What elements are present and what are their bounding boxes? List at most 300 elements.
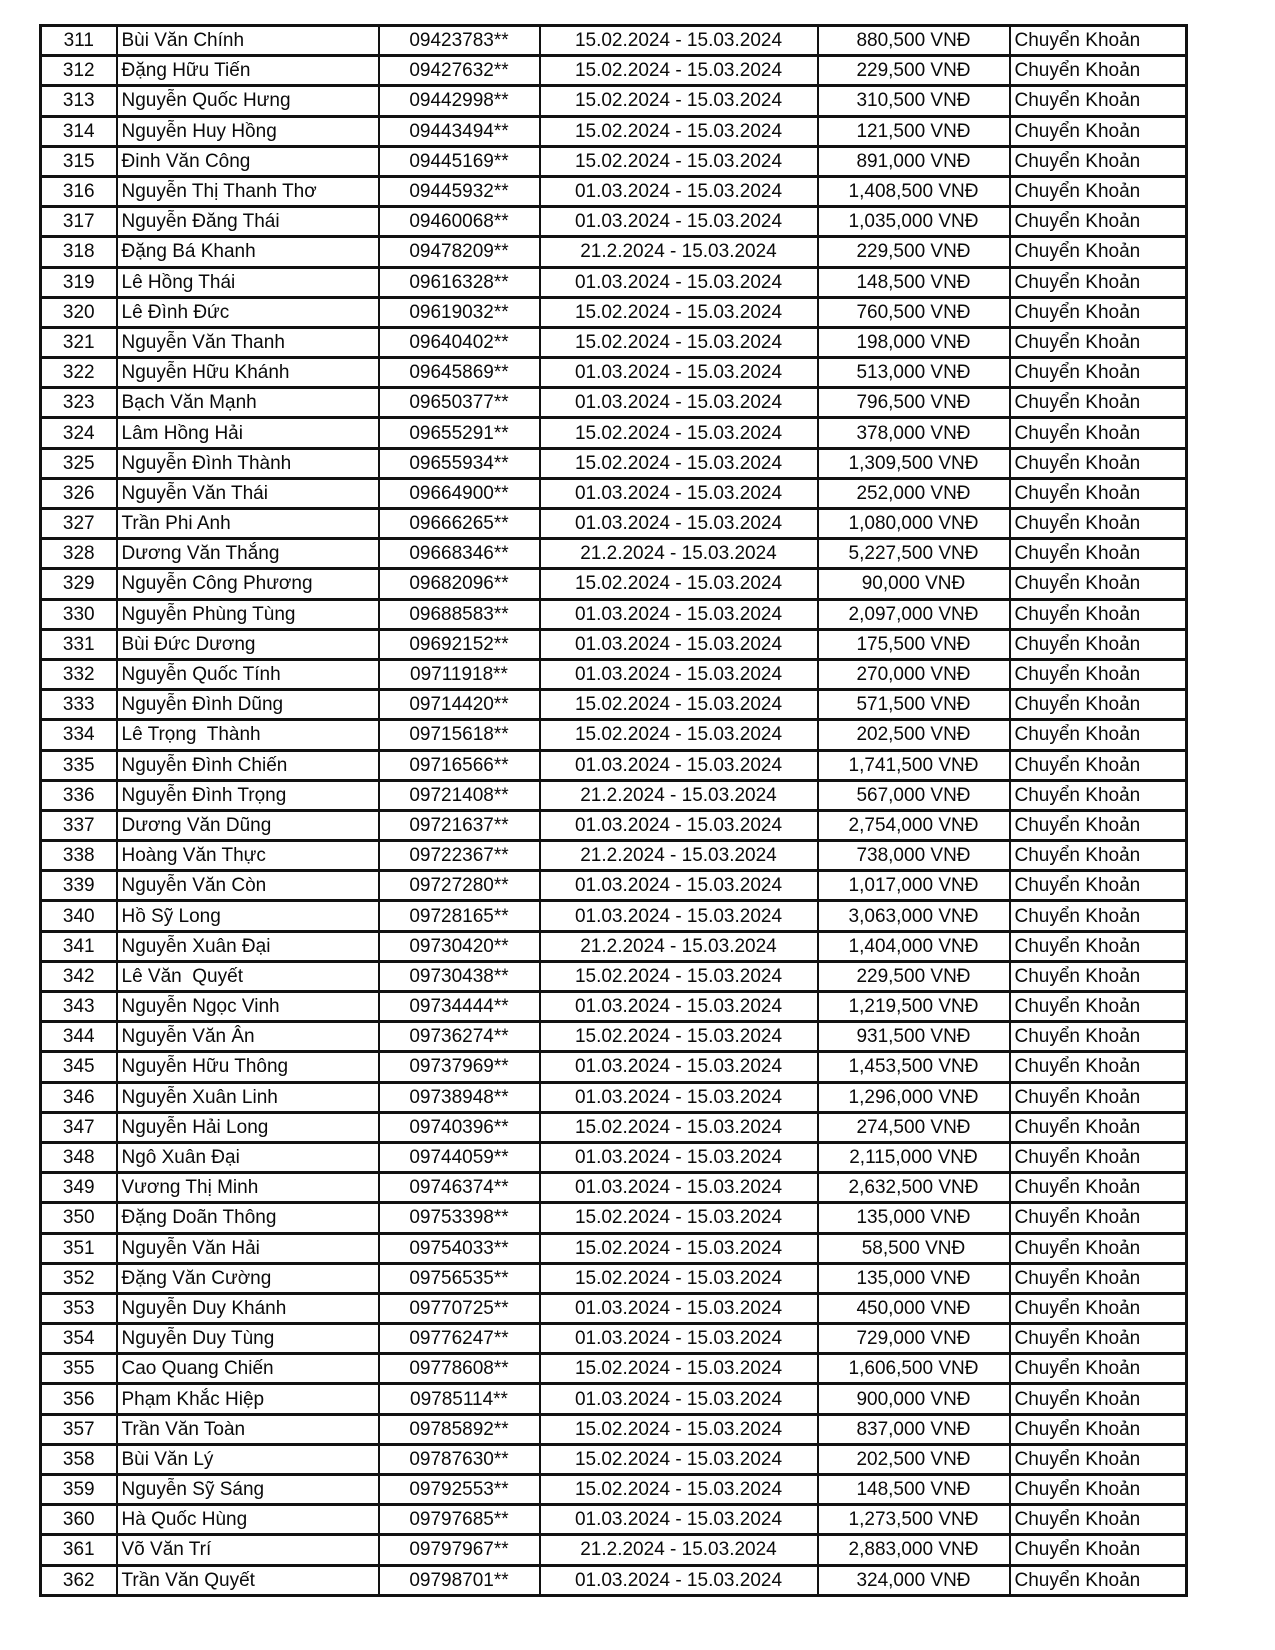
payment-table-body	[41, 26, 1187, 1596]
date-range-cell: 15.02.2024 - 15.03.2024	[540, 448, 818, 478]
amount-cell: 58,500 VNĐ	[818, 1233, 1010, 1263]
amount-cell: 1,741,500 VNĐ	[818, 750, 1010, 780]
payment-row	[41, 478, 1187, 508]
payment-row	[41, 629, 1187, 659]
payee-name-cell: Nguyễn Công Phương	[117, 569, 379, 599]
payment-row	[41, 1052, 1187, 1082]
payee-name-cell: Vương Thị Minh	[117, 1173, 379, 1203]
payment-method-cell: Chuyển Khoản	[1010, 1535, 1187, 1565]
amount-cell: 760,500 VNĐ	[818, 297, 1010, 327]
payment-row	[41, 1082, 1187, 1112]
amount-cell: 270,000 VNĐ	[818, 659, 1010, 689]
payment-method-cell: Chuyển Khoản	[1010, 841, 1187, 871]
payment-method-cell: Chuyển Khoản	[1010, 1384, 1187, 1414]
amount-cell: 202,500 VNĐ	[818, 720, 1010, 750]
payment-method-cell: Chuyển Khoản	[1010, 1263, 1187, 1293]
phone-number-cell: 09785892**	[379, 1414, 540, 1444]
payment-row	[41, 599, 1187, 629]
payment-row	[41, 1112, 1187, 1142]
phone-number-cell: 09797685**	[379, 1505, 540, 1535]
row-number-cell: 324	[41, 418, 117, 448]
row-number-cell: 316	[41, 176, 117, 206]
row-number-cell: 341	[41, 931, 117, 961]
phone-number-cell: 09722367**	[379, 841, 540, 871]
date-range-cell: 15.02.2024 - 15.03.2024	[540, 86, 818, 116]
payee-name-cell: Nguyễn Duy Khánh	[117, 1293, 379, 1323]
amount-cell: 135,000 VNĐ	[818, 1203, 1010, 1233]
row-number-cell: 332	[41, 659, 117, 689]
payment-row	[41, 86, 1187, 116]
payment-method-cell: Chuyển Khoản	[1010, 569, 1187, 599]
phone-number-cell: 09730420**	[379, 931, 540, 961]
phone-number-cell: 09736274**	[379, 1022, 540, 1052]
date-range-cell: 01.03.2024 - 15.03.2024	[540, 207, 818, 237]
payee-name-cell: Nguyễn Đình Chiến	[117, 750, 379, 780]
payee-name-cell: Nguyễn Văn Hải	[117, 1233, 379, 1263]
payee-name-cell: Lê Trọng Thành	[117, 720, 379, 750]
payee-name-cell: Nguyễn Duy Tùng	[117, 1324, 379, 1354]
amount-cell: 1,273,500 VNĐ	[818, 1505, 1010, 1535]
payment-method-cell: Chuyển Khoản	[1010, 780, 1187, 810]
payment-row	[41, 931, 1187, 961]
date-range-cell: 01.03.2024 - 15.03.2024	[540, 358, 818, 388]
amount-cell: 148,500 VNĐ	[818, 1475, 1010, 1505]
payment-method-cell: Chuyển Khoản	[1010, 478, 1187, 508]
row-number-cell: 361	[41, 1535, 117, 1565]
phone-number-cell: 09770725**	[379, 1293, 540, 1323]
payment-row	[41, 1384, 1187, 1414]
phone-number-cell: 09650377**	[379, 388, 540, 418]
date-range-cell: 01.03.2024 - 15.03.2024	[540, 1142, 818, 1172]
date-range-cell: 21.2.2024 - 15.03.2024	[540, 539, 818, 569]
payment-method-cell: Chuyển Khoản	[1010, 720, 1187, 750]
amount-cell: 1,606,500 VNĐ	[818, 1354, 1010, 1384]
date-range-cell: 15.02.2024 - 15.03.2024	[540, 1022, 818, 1052]
row-number-cell: 344	[41, 1022, 117, 1052]
row-number-cell: 333	[41, 690, 117, 720]
payee-name-cell: Dương Văn Dũng	[117, 810, 379, 840]
row-number-cell: 311	[41, 26, 117, 56]
row-number-cell: 321	[41, 327, 117, 357]
payee-name-cell: Nguyễn Ngọc Vinh	[117, 992, 379, 1022]
payment-method-cell: Chuyển Khoản	[1010, 599, 1187, 629]
payment-method-cell: Chuyển Khoản	[1010, 1475, 1187, 1505]
payment-row	[41, 26, 1187, 56]
row-number-cell: 346	[41, 1082, 117, 1112]
payee-name-cell: Hồ Sỹ Long	[117, 901, 379, 931]
date-range-cell: 01.03.2024 - 15.03.2024	[540, 992, 818, 1022]
payment-row	[41, 1173, 1187, 1203]
date-range-cell: 01.03.2024 - 15.03.2024	[540, 176, 818, 206]
payee-name-cell: Trần Phi Anh	[117, 509, 379, 539]
phone-number-cell: 09640402**	[379, 327, 540, 357]
phone-number-cell: 09445169**	[379, 146, 540, 176]
amount-cell: 229,500 VNĐ	[818, 56, 1010, 86]
date-range-cell: 15.02.2024 - 15.03.2024	[540, 1414, 818, 1444]
payment-row	[41, 1293, 1187, 1323]
amount-cell: 931,500 VNĐ	[818, 1022, 1010, 1052]
row-number-cell: 313	[41, 86, 117, 116]
payment-row	[41, 569, 1187, 599]
date-range-cell: 01.03.2024 - 15.03.2024	[540, 1565, 818, 1595]
payee-name-cell: Bùi Văn Chính	[117, 26, 379, 56]
payee-name-cell: Dương Văn Thắng	[117, 539, 379, 569]
amount-cell: 738,000 VNĐ	[818, 841, 1010, 871]
date-range-cell: 15.02.2024 - 15.03.2024	[540, 1112, 818, 1142]
amount-cell: 229,500 VNĐ	[818, 237, 1010, 267]
payee-name-cell: Đặng Hữu Tiến	[117, 56, 379, 86]
phone-number-cell: 09792553**	[379, 1475, 540, 1505]
date-range-cell: 01.03.2024 - 15.03.2024	[540, 388, 818, 418]
amount-cell: 3,063,000 VNĐ	[818, 901, 1010, 931]
date-range-cell: 15.02.2024 - 15.03.2024	[540, 961, 818, 991]
payment-method-cell: Chuyển Khoản	[1010, 901, 1187, 931]
date-range-cell: 21.2.2024 - 15.03.2024	[540, 1535, 818, 1565]
phone-number-cell: 09716566**	[379, 750, 540, 780]
payment-method-cell: Chuyển Khoản	[1010, 146, 1187, 176]
date-range-cell: 15.02.2024 - 15.03.2024	[540, 1263, 818, 1293]
amount-cell: 274,500 VNĐ	[818, 1112, 1010, 1142]
payment-row	[41, 509, 1187, 539]
date-range-cell: 01.03.2024 - 15.03.2024	[540, 810, 818, 840]
row-number-cell: 337	[41, 810, 117, 840]
amount-cell: 1,309,500 VNĐ	[818, 448, 1010, 478]
payee-name-cell: Đinh Văn Công	[117, 146, 379, 176]
amount-cell: 5,227,500 VNĐ	[818, 539, 1010, 569]
payment-row	[41, 841, 1187, 871]
date-range-cell: 15.02.2024 - 15.03.2024	[540, 1475, 818, 1505]
row-number-cell: 312	[41, 56, 117, 86]
amount-cell: 2,754,000 VNĐ	[818, 810, 1010, 840]
row-number-cell: 319	[41, 267, 117, 297]
date-range-cell: 15.02.2024 - 15.03.2024	[540, 1444, 818, 1474]
payment-method-cell: Chuyển Khoản	[1010, 750, 1187, 780]
date-range-cell: 01.03.2024 - 15.03.2024	[540, 750, 818, 780]
payment-method-cell: Chuyển Khoản	[1010, 1233, 1187, 1263]
payee-name-cell: Nguyễn Đình Thành	[117, 448, 379, 478]
row-number-cell: 354	[41, 1324, 117, 1354]
date-range-cell: 15.02.2024 - 15.03.2024	[540, 327, 818, 357]
phone-number-cell: 09776247**	[379, 1324, 540, 1354]
phone-number-cell: 09727280**	[379, 871, 540, 901]
amount-cell: 1,296,000 VNĐ	[818, 1082, 1010, 1112]
payee-name-cell: Nguyễn Quốc Hưng	[117, 86, 379, 116]
date-range-cell: 01.03.2024 - 15.03.2024	[540, 1384, 818, 1414]
phone-number-cell: 09715618**	[379, 720, 540, 750]
payment-row	[41, 56, 1187, 86]
phone-number-cell: 09460068**	[379, 207, 540, 237]
row-number-cell: 330	[41, 599, 117, 629]
amount-cell: 729,000 VNĐ	[818, 1324, 1010, 1354]
payment-row	[41, 1233, 1187, 1263]
payee-name-cell: Nguyễn Xuân Đại	[117, 931, 379, 961]
phone-number-cell: 09778608**	[379, 1354, 540, 1384]
payee-name-cell: Nguyễn Xuân Linh	[117, 1082, 379, 1112]
date-range-cell: 01.03.2024 - 15.03.2024	[540, 509, 818, 539]
payment-row	[41, 659, 1187, 689]
row-number-cell: 327	[41, 509, 117, 539]
phone-number-cell: 09666265**	[379, 509, 540, 539]
amount-cell: 1,035,000 VNĐ	[818, 207, 1010, 237]
payment-row	[41, 1414, 1187, 1444]
payment-method-cell: Chuyển Khoản	[1010, 1082, 1187, 1112]
payment-row	[41, 388, 1187, 418]
date-range-cell: 01.03.2024 - 15.03.2024	[540, 1293, 818, 1323]
payment-method-cell: Chuyển Khoản	[1010, 931, 1187, 961]
payee-name-cell: Bùi Văn Lý	[117, 1444, 379, 1474]
row-number-cell: 358	[41, 1444, 117, 1474]
payee-name-cell: Cao Quang Chiến	[117, 1354, 379, 1384]
amount-cell: 2,883,000 VNĐ	[818, 1535, 1010, 1565]
row-number-cell: 334	[41, 720, 117, 750]
phone-number-cell: 09785114**	[379, 1384, 540, 1414]
payment-row	[41, 297, 1187, 327]
payment-method-cell: Chuyển Khoản	[1010, 690, 1187, 720]
date-range-cell: 01.03.2024 - 15.03.2024	[540, 659, 818, 689]
row-number-cell: 328	[41, 539, 117, 569]
date-range-cell: 15.02.2024 - 15.03.2024	[540, 418, 818, 448]
payee-name-cell: Võ Văn Trí	[117, 1535, 379, 1565]
date-range-cell: 01.03.2024 - 15.03.2024	[540, 629, 818, 659]
date-range-cell: 15.02.2024 - 15.03.2024	[540, 569, 818, 599]
phone-number-cell: 09787630**	[379, 1444, 540, 1474]
row-number-cell: 350	[41, 1203, 117, 1233]
date-range-cell: 15.02.2024 - 15.03.2024	[540, 26, 818, 56]
amount-cell: 324,000 VNĐ	[818, 1565, 1010, 1595]
phone-number-cell: 09798701**	[379, 1565, 540, 1595]
row-number-cell: 351	[41, 1233, 117, 1263]
payment-row	[41, 237, 1187, 267]
payment-method-cell: Chuyển Khoản	[1010, 237, 1187, 267]
row-number-cell: 320	[41, 297, 117, 327]
amount-cell: 450,000 VNĐ	[818, 1293, 1010, 1323]
phone-number-cell: 09740396**	[379, 1112, 540, 1142]
payment-row	[41, 901, 1187, 931]
amount-cell: 135,000 VNĐ	[818, 1263, 1010, 1293]
payment-row	[41, 1444, 1187, 1474]
row-number-cell: 340	[41, 901, 117, 931]
payment-method-cell: Chuyển Khoản	[1010, 327, 1187, 357]
phone-number-cell: 09664900**	[379, 478, 540, 508]
phone-number-cell: 09682096**	[379, 569, 540, 599]
row-number-cell: 356	[41, 1384, 117, 1414]
payment-row	[41, 1535, 1187, 1565]
row-number-cell: 329	[41, 569, 117, 599]
row-number-cell: 318	[41, 237, 117, 267]
payee-name-cell: Trần Văn Quyết	[117, 1565, 379, 1595]
date-range-cell: 15.02.2024 - 15.03.2024	[540, 116, 818, 146]
row-number-cell: 326	[41, 478, 117, 508]
date-range-cell: 15.02.2024 - 15.03.2024	[540, 146, 818, 176]
row-number-cell: 362	[41, 1565, 117, 1595]
phone-number-cell: 09711918**	[379, 659, 540, 689]
payment-method-cell: Chuyển Khoản	[1010, 1173, 1187, 1203]
payment-method-cell: Chuyển Khoản	[1010, 1112, 1187, 1142]
date-range-cell: 01.03.2024 - 15.03.2024	[540, 267, 818, 297]
row-number-cell: 325	[41, 448, 117, 478]
phone-number-cell: 09616328**	[379, 267, 540, 297]
payee-name-cell: Phạm Khắc Hiệp	[117, 1384, 379, 1414]
phone-number-cell: 09423783**	[379, 26, 540, 56]
payment-method-cell: Chuyển Khoản	[1010, 1022, 1187, 1052]
date-range-cell: 01.03.2024 - 15.03.2024	[540, 1324, 818, 1354]
date-range-cell: 15.02.2024 - 15.03.2024	[540, 720, 818, 750]
phone-number-cell: 09744059**	[379, 1142, 540, 1172]
payee-name-cell: Đặng Doãn Thông	[117, 1203, 379, 1233]
date-range-cell: 01.03.2024 - 15.03.2024	[540, 1052, 818, 1082]
amount-cell: 880,500 VNĐ	[818, 26, 1010, 56]
row-number-cell: 338	[41, 841, 117, 871]
date-range-cell: 01.03.2024 - 15.03.2024	[540, 478, 818, 508]
payee-name-cell: Nguyễn Đình Trọng	[117, 780, 379, 810]
phone-number-cell: 09668346**	[379, 539, 540, 569]
row-number-cell: 339	[41, 871, 117, 901]
payment-row	[41, 207, 1187, 237]
amount-cell: 148,500 VNĐ	[818, 267, 1010, 297]
row-number-cell: 322	[41, 358, 117, 388]
payee-name-cell: Lê Hồng Thái	[117, 267, 379, 297]
amount-cell: 571,500 VNĐ	[818, 690, 1010, 720]
phone-number-cell: 09753398**	[379, 1203, 540, 1233]
payee-name-cell: Đặng Văn Cường	[117, 1263, 379, 1293]
phone-number-cell: 09738948**	[379, 1082, 540, 1112]
payee-name-cell: Hà Quốc Hùng	[117, 1505, 379, 1535]
date-range-cell: 15.02.2024 - 15.03.2024	[540, 297, 818, 327]
row-number-cell: 359	[41, 1475, 117, 1505]
date-range-cell: 01.03.2024 - 15.03.2024	[540, 1505, 818, 1535]
amount-cell: 796,500 VNĐ	[818, 388, 1010, 418]
payee-name-cell: Bạch Văn Mạnh	[117, 388, 379, 418]
payee-name-cell: Ngô Xuân Đại	[117, 1142, 379, 1172]
phone-number-cell: 09445932**	[379, 176, 540, 206]
amount-cell: 90,000 VNĐ	[818, 569, 1010, 599]
payment-method-cell: Chuyển Khoản	[1010, 659, 1187, 689]
payment-method-cell: Chuyển Khoản	[1010, 448, 1187, 478]
phone-number-cell: 09721637**	[379, 810, 540, 840]
row-number-cell: 315	[41, 146, 117, 176]
payment-row	[41, 267, 1187, 297]
amount-cell: 900,000 VNĐ	[818, 1384, 1010, 1414]
phone-number-cell: 09427632**	[379, 56, 540, 86]
phone-number-cell: 09692152**	[379, 629, 540, 659]
payee-name-cell: Nguyễn Phùng Tùng	[117, 599, 379, 629]
date-range-cell: 01.03.2024 - 15.03.2024	[540, 1173, 818, 1203]
date-range-cell: 01.03.2024 - 15.03.2024	[540, 599, 818, 629]
payment-row	[41, 539, 1187, 569]
payment-method-cell: Chuyển Khoản	[1010, 961, 1187, 991]
phone-number-cell: 09756535**	[379, 1263, 540, 1293]
row-number-cell: 348	[41, 1142, 117, 1172]
payment-method-cell: Chuyển Khoản	[1010, 539, 1187, 569]
amount-cell: 121,500 VNĐ	[818, 116, 1010, 146]
payee-name-cell: Nguyễn Thị Thanh Thơ	[117, 176, 379, 206]
row-number-cell: 352	[41, 1263, 117, 1293]
payee-name-cell: Trần Văn Toàn	[117, 1414, 379, 1444]
row-number-cell: 317	[41, 207, 117, 237]
date-range-cell: 21.2.2024 - 15.03.2024	[540, 237, 818, 267]
payment-method-cell: Chuyển Khoản	[1010, 1414, 1187, 1444]
amount-cell: 513,000 VNĐ	[818, 358, 1010, 388]
payee-name-cell: Hoàng Văn Thực	[117, 841, 379, 871]
payee-name-cell: Nguyễn Đình Dũng	[117, 690, 379, 720]
row-number-cell: 323	[41, 388, 117, 418]
payment-method-cell: Chuyển Khoản	[1010, 418, 1187, 448]
payment-row	[41, 1505, 1187, 1535]
phone-number-cell: 09728165**	[379, 901, 540, 931]
payment-row	[41, 871, 1187, 901]
payee-name-cell: Nguyễn Sỹ Sáng	[117, 1475, 379, 1505]
payee-name-cell: Nguyễn Văn Ân	[117, 1022, 379, 1052]
row-number-cell: 331	[41, 629, 117, 659]
payment-method-cell: Chuyển Khoản	[1010, 1354, 1187, 1384]
payee-name-cell: Nguyễn Văn Còn	[117, 871, 379, 901]
payment-method-cell: Chuyển Khoản	[1010, 1293, 1187, 1323]
payment-method-cell: Chuyển Khoản	[1010, 1324, 1187, 1354]
amount-cell: 1,080,000 VNĐ	[818, 509, 1010, 539]
payee-name-cell: Nguyễn Hải Long	[117, 1112, 379, 1142]
payment-method-cell: Chuyển Khoản	[1010, 810, 1187, 840]
phone-number-cell: 09721408**	[379, 780, 540, 810]
payee-name-cell: Lê Văn Quyết	[117, 961, 379, 991]
phone-number-cell: 09797967**	[379, 1535, 540, 1565]
amount-cell: 1,219,500 VNĐ	[818, 992, 1010, 1022]
date-range-cell: 21.2.2024 - 15.03.2024	[540, 931, 818, 961]
phone-number-cell: 09734444**	[379, 992, 540, 1022]
phone-number-cell: 09730438**	[379, 961, 540, 991]
payment-row	[41, 327, 1187, 357]
amount-cell: 1,453,500 VNĐ	[818, 1052, 1010, 1082]
row-number-cell: 360	[41, 1505, 117, 1535]
payment-row	[41, 1354, 1187, 1384]
payee-name-cell: Nguyễn Văn Thanh	[117, 327, 379, 357]
phone-number-cell: 09442998**	[379, 86, 540, 116]
date-range-cell: 21.2.2024 - 15.03.2024	[540, 841, 818, 871]
phone-number-cell: 09737969**	[379, 1052, 540, 1082]
payee-name-cell: Nguyễn Văn Thái	[117, 478, 379, 508]
phone-number-cell: 09655291**	[379, 418, 540, 448]
amount-cell: 202,500 VNĐ	[818, 1444, 1010, 1474]
payment-method-cell: Chuyển Khoản	[1010, 86, 1187, 116]
payment-method-cell: Chuyển Khoản	[1010, 1505, 1187, 1535]
date-range-cell: 01.03.2024 - 15.03.2024	[540, 901, 818, 931]
payment-method-cell: Chuyển Khoản	[1010, 629, 1187, 659]
payment-method-cell: Chuyển Khoản	[1010, 871, 1187, 901]
payment-row	[41, 176, 1187, 206]
row-number-cell: 343	[41, 992, 117, 1022]
payee-name-cell: Bùi Đức Dương	[117, 629, 379, 659]
amount-cell: 2,097,000 VNĐ	[818, 599, 1010, 629]
row-number-cell: 357	[41, 1414, 117, 1444]
amount-cell: 198,000 VNĐ	[818, 327, 1010, 357]
payment-row	[41, 358, 1187, 388]
payment-method-cell: Chuyển Khoản	[1010, 1142, 1187, 1172]
payee-name-cell: Lê Đình Đức	[117, 297, 379, 327]
payment-row	[41, 1203, 1187, 1233]
date-range-cell: 15.02.2024 - 15.03.2024	[540, 56, 818, 86]
amount-cell: 567,000 VNĐ	[818, 780, 1010, 810]
payment-method-cell: Chuyển Khoản	[1010, 1052, 1187, 1082]
payment-row	[41, 1324, 1187, 1354]
date-range-cell: 15.02.2024 - 15.03.2024	[540, 1233, 818, 1263]
payment-method-cell: Chuyển Khoản	[1010, 267, 1187, 297]
payment-row	[41, 418, 1187, 448]
amount-cell: 378,000 VNĐ	[818, 418, 1010, 448]
payment-method-cell: Chuyển Khoản	[1010, 176, 1187, 206]
phone-number-cell: 09478209**	[379, 237, 540, 267]
payment-method-cell: Chuyển Khoản	[1010, 207, 1187, 237]
payment-method-cell: Chuyển Khoản	[1010, 1203, 1187, 1233]
phone-number-cell: 09754033**	[379, 1233, 540, 1263]
